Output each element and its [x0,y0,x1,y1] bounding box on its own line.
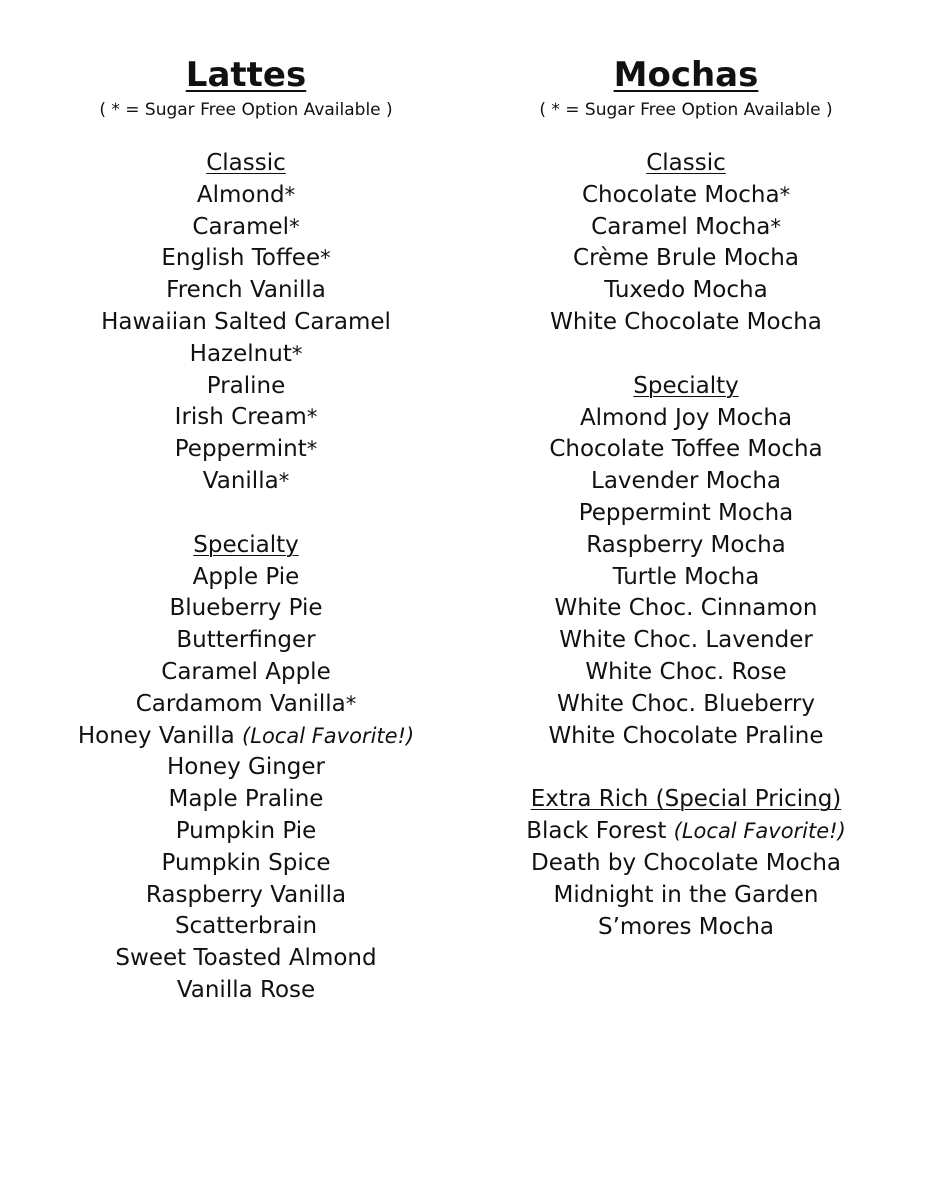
menu-item: French Vanilla [166,277,326,304]
menu-item: Butterfinger [176,627,316,654]
menu-item: Cardamom Vanilla* [135,690,357,717]
lattes-classic-section [26,148,466,498]
mochas-title: Mochas [613,55,759,95]
menu-item: Honey Ginger [166,754,325,781]
menu-item: Caramel Mocha* [591,213,781,240]
menu-item: Chocolate Toffee Mocha [549,436,823,463]
item-list [466,180,906,339]
menu-item: Lavender Mocha [591,468,781,495]
menu-item: Hazelnut* [189,340,303,367]
menu-item: Sweet Toasted Almond [115,945,377,972]
menu-item: Vanilla Rose [176,976,316,1003]
menu-item: Crème Brule Mocha [573,245,799,272]
menu-item: Hawaiian Salted Caramel [101,308,391,335]
menu-item: Pumpkin Pie [175,817,317,844]
menu-item: Praline [206,372,286,399]
menu-item: White Choc. Cinnamon [554,595,818,622]
lattes-sugar-free-note: ( * = Sugar Free Option Available ) [99,100,393,120]
section-heading: Specialty [193,531,299,558]
menu-item: Raspberry Vanilla [145,881,347,908]
menu-item: S’mores Mocha [597,913,774,940]
menu-item: Caramel* [192,213,300,240]
menu-item: English Toffee* [161,245,331,272]
lattes-title: Lattes [185,55,307,95]
menu-item: Peppermint Mocha [578,499,794,526]
menu-item: Midnight in the Garden [553,881,819,908]
menu-item: White Choc. Rose [585,658,787,685]
menu-item: Apple Pie [192,563,300,590]
menu-item: Vanilla* [202,467,290,494]
menu-item: Irish Cream* [174,404,318,431]
menu-item: Raspberry Mocha [586,531,786,558]
menu-item: Turtle Mocha [612,563,760,590]
menu-item: Honey Vanilla (Local Favorite!) [77,722,415,749]
mochas-classic-section [466,148,906,339]
item-list [26,562,466,1007]
section-heading: Extra Rich (Special Pricing) [530,786,842,813]
menu-item: Tuxedo Mocha [604,277,768,304]
mochas-sugar-free-note: ( * = Sugar Free Option Available ) [539,100,833,120]
menu-item: White Chocolate Mocha [550,308,822,335]
mochas-specialty-section [466,371,906,753]
menu-item: Scatterbrain [174,913,318,940]
menu-item: Chocolate Mocha* [581,181,791,208]
section-heading: Specialty [633,372,739,399]
menu-item: Death by Chocolate Mocha [530,849,841,876]
menu-item: Black Forest (Local Favorite!) [526,818,846,845]
section-heading: Classic [206,150,286,176]
menu-item: Blueberry Pie [169,595,323,622]
menu-item: White Choc. Blueberry [557,690,815,717]
menu-item: White Chocolate Praline [548,722,824,749]
item-list [466,816,906,943]
menu-item: Almond Joy Mocha [579,404,793,431]
lattes-column [26,52,466,1039]
menu-item: Caramel Apple [161,658,331,685]
mochas-extra-rich-section [466,784,906,943]
menu-item: Maple Praline [168,786,324,813]
section-heading: Classic [646,150,726,176]
mochas-column [466,52,906,975]
lattes-specialty-section [26,530,466,1007]
menu-item: Peppermint* [174,436,318,463]
menu-item: Almond* [196,181,296,208]
menu-item: White Choc. Lavender [559,627,813,654]
item-list [466,403,906,753]
menu-item: Pumpkin Spice [161,849,331,876]
item-list [26,180,466,498]
